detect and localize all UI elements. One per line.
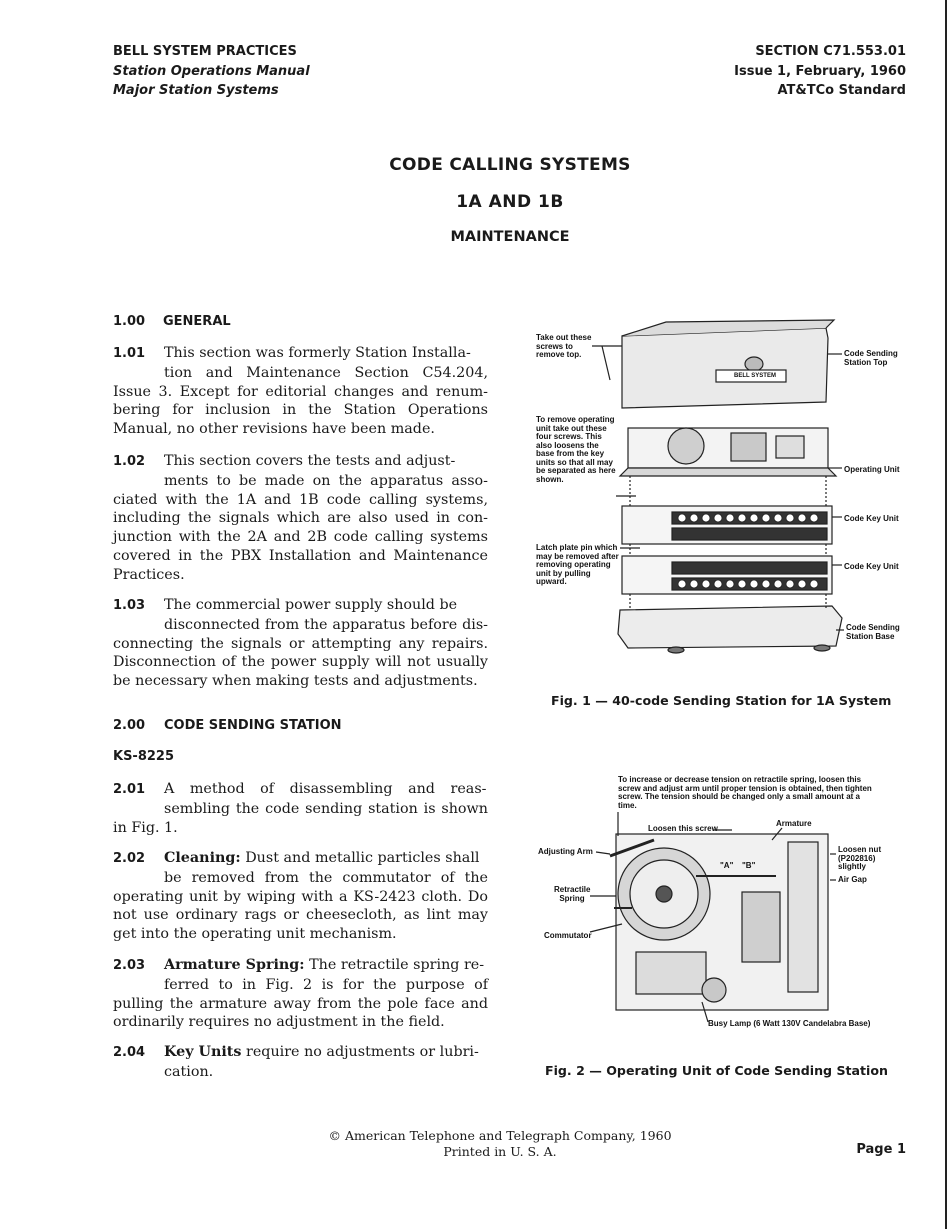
paragraph-number: 1.03 bbox=[113, 598, 146, 613]
section-heading-general bbox=[113, 314, 488, 329]
paragraph-2-01 bbox=[113, 780, 488, 837]
section-title: GENERAL bbox=[163, 314, 231, 329]
copyright-line: © American Telephone and Telegraph Company, 1960 bbox=[328, 1128, 672, 1143]
fig2-label-air-gap: Air Gap bbox=[838, 875, 867, 884]
fig1-label-code-key-unit-1: Code Key Unit bbox=[844, 514, 899, 523]
fig2-mark-b: "B" bbox=[742, 861, 756, 870]
paragraph-body: be removed from the commutator of the operating unit by wiping with a KS-2423 cloth. Do not use ordinary rags or cheesecloth, as lint may get into the operating unit mechanism. bbox=[113, 869, 488, 943]
figure-1-caption: Fig. 1 — 40-code Sending Station for 1A System bbox=[551, 693, 892, 708]
paragraph-body: ferred to in Fig. 2 is for the purpose of pulling the armature away from the pole face and ordinarily requires no adjustment in the field. bbox=[113, 976, 488, 1031]
fig2-label-loosen-nut: Loosen nut (P202816) slightly bbox=[838, 845, 882, 871]
paragraph-2-04 bbox=[113, 1043, 488, 1082]
figure-2-caption: Fig. 2 — Operating Unit of Code Sending Station bbox=[545, 1063, 888, 1078]
subheading-ks-8225: KS-8225 bbox=[113, 749, 175, 764]
printed-line: Printed in U. S. A. bbox=[443, 1144, 557, 1159]
paragraph-first-line: This section covers the tests and adjust- bbox=[164, 453, 456, 469]
fig2-label-commutator: Commutator bbox=[544, 931, 592, 940]
footer-copyright bbox=[300, 1128, 700, 1160]
fig1-label-remove-operating: To remove operating unit take out these four screws. This also loosens the base from the key units so that all may be separated as here shown. bbox=[536, 415, 616, 484]
fig2-label-retractile-spring: Retractile Spring bbox=[554, 885, 591, 903]
fig2-mark-a: "A" bbox=[720, 861, 734, 870]
paragraph-body: disconnected from the apparatus before disconnecting the signals or attempting any repairs. Disconnection of the power supply will not usually be necessary when making tests and adjustments. bbox=[113, 616, 488, 690]
nameplate-label: BELL SYSTEM bbox=[734, 373, 776, 379]
paragraph-lead: Armature Spring: bbox=[164, 957, 305, 973]
paragraph-first-line: require no adjustments or lubri- bbox=[241, 1044, 479, 1060]
paragraph-number: 1.01 bbox=[113, 346, 146, 361]
section-title: CODE SENDING STATION bbox=[164, 718, 342, 733]
page-title: CODE CALLING SYSTEMS bbox=[389, 155, 631, 175]
fig2-label-armature: Armature bbox=[776, 819, 812, 828]
paragraph-number: 2.04 bbox=[113, 1045, 146, 1060]
section-heading-sending-station bbox=[113, 718, 488, 733]
fig1-label-station-base: Code Sending Station Base bbox=[846, 623, 900, 641]
header-left bbox=[113, 42, 310, 101]
paragraph-first-line: This section was formerly Station Installa- bbox=[164, 345, 471, 361]
paragraph-first-line: Dust and metallic particles shall bbox=[240, 850, 480, 866]
section-number: 2.00 bbox=[113, 718, 146, 733]
fig1-label-code-key-unit-2: Code Key Unit bbox=[844, 562, 899, 571]
paragraph-1-03 bbox=[113, 596, 488, 691]
page-number: Page 1 bbox=[856, 1142, 906, 1157]
header-standard: AT&TCo Standard bbox=[777, 83, 906, 98]
paragraph-body: tion and Maintenance Section C54.204, Issue 3. Except for editorial changes and renumbering for inclusion in the Station Operations Manual, no other revisions have been made. bbox=[113, 364, 488, 438]
fig2-label-busy-lamp: Busy Lamp (6 Watt 130V Candelabra Base) bbox=[708, 1019, 871, 1028]
fig2-label-adjusting-arm: Adjusting Arm bbox=[538, 847, 593, 856]
header-systems: Major Station Systems bbox=[113, 83, 279, 98]
fig1-label-latch-pin: Latch plate pin which may be removed after removing operating unit by pulling upward. bbox=[536, 543, 619, 586]
fig1-label-operating-unit: Operating Unit bbox=[844, 465, 900, 474]
paragraph-lead: Cleaning: bbox=[164, 850, 241, 866]
paragraph-2-02 bbox=[113, 849, 488, 944]
paragraph-lead: Key Units bbox=[164, 1044, 242, 1060]
fig1-label-station-top: Code Sending Station Top bbox=[844, 349, 898, 367]
fig2-label-loosen-screw: Loosen this screw bbox=[648, 824, 718, 833]
paragraph-body: sembling the code sending station is shown in Fig. 1. bbox=[113, 800, 488, 836]
header-manual: Station Operations Manual bbox=[113, 63, 310, 79]
header-issue: Issue 1, February, 1960 bbox=[734, 63, 906, 79]
paragraph-body: ments to be made on the apparatus associated with the 1A and 1B code calling systems, including the signals which are also used in conjunction with the 2A and 2B code calling systems covered in the PBX Installation and Maintenance Practices. bbox=[113, 472, 488, 583]
paragraph-first-line: The commercial power supply should be bbox=[164, 597, 458, 613]
paragraph-body: cation. bbox=[164, 1063, 214, 1080]
figure-2-operating-unit bbox=[536, 776, 908, 1034]
header-practices: BELL SYSTEM PRACTICES bbox=[113, 44, 297, 59]
page-subtitle: 1A AND 1B bbox=[456, 192, 564, 212]
section-number: 1.00 bbox=[113, 314, 146, 329]
figure-1-drawing bbox=[536, 318, 908, 663]
paragraph-number: 2.01 bbox=[113, 782, 146, 797]
figure-1-exploded-station bbox=[536, 318, 908, 663]
paragraph-number: 2.03 bbox=[113, 958, 146, 973]
fig2-label-tension-instructions: To increase or decrease tension on retractile spring, loosen this screw and adjust arm until proper tension is obtained, then tighten screw. The tension should be changed only a small amount at a time. bbox=[618, 775, 872, 810]
fig1-label-take-out: Take out these screws to remove top. bbox=[536, 333, 592, 359]
header-right bbox=[734, 42, 906, 101]
paragraph-number: 2.02 bbox=[113, 851, 146, 866]
paragraph-first-line: A method of disassembling and reas- bbox=[164, 781, 487, 797]
figure-2-drawing bbox=[536, 776, 908, 1034]
header-section: SECTION C71.553.01 bbox=[755, 44, 906, 59]
paragraph-1-01 bbox=[113, 344, 488, 439]
page-subtitle-maintenance: MAINTENANCE bbox=[450, 229, 570, 245]
paragraph-2-03 bbox=[113, 956, 488, 1032]
page-edge-rule bbox=[945, 0, 947, 1229]
paragraph-first-line: The retractile spring re- bbox=[304, 957, 485, 973]
paragraph-number: 1.02 bbox=[113, 454, 146, 469]
paragraph-1-02 bbox=[113, 452, 488, 585]
